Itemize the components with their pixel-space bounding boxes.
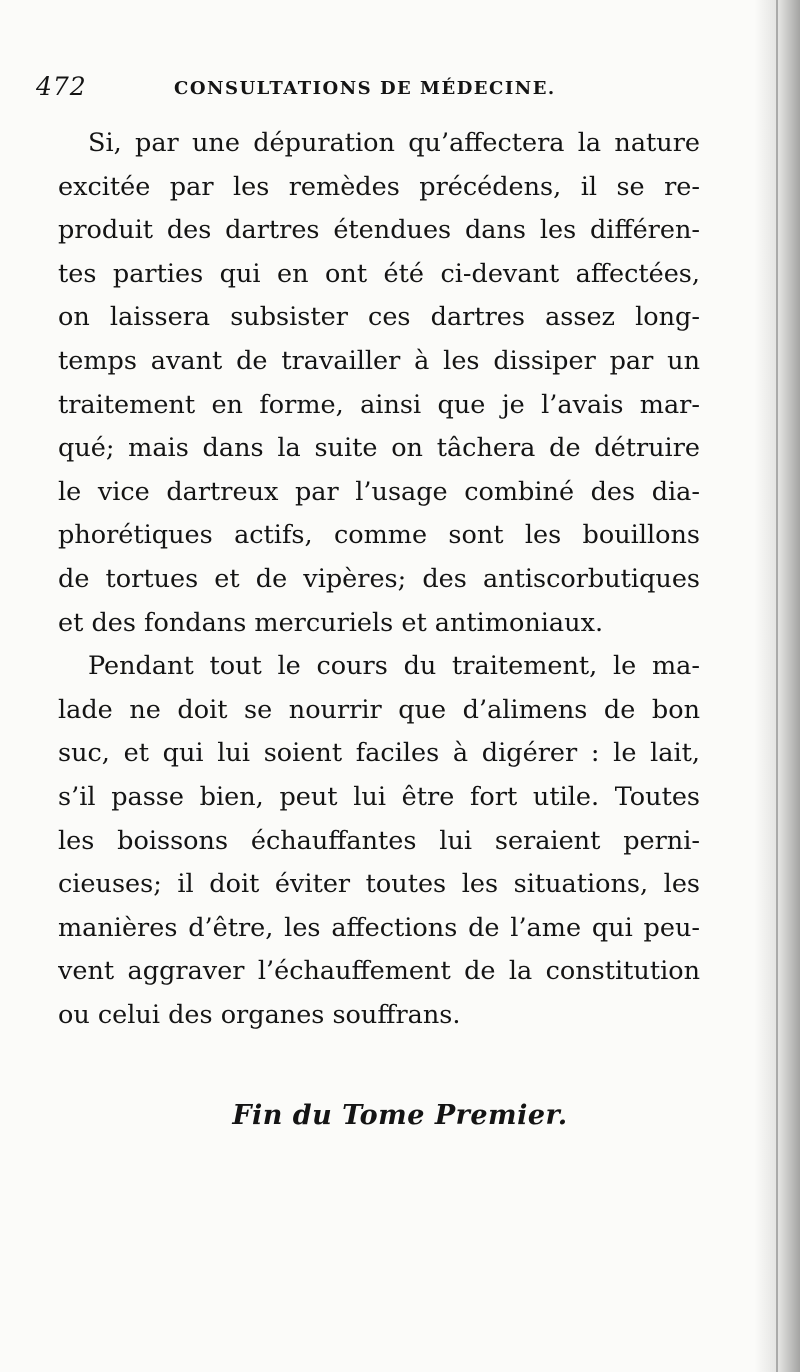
text-line: manières d’être, les affections de l’ame qui peu- xyxy=(58,912,700,943)
text-line: de tortues et de vipères; des antiscorbutiques xyxy=(58,563,700,594)
text-line: temps avant de travailler à les dissiper par un xyxy=(58,345,700,376)
text-line: Si, par une dépuration qu’affectera la nature xyxy=(88,128,700,158)
text-line: ou celui des organes souffrans. xyxy=(58,999,461,1030)
paragraph-1 xyxy=(58,122,700,645)
text-line: lade ne doit se nourrir que d’alimens de bon xyxy=(58,694,700,725)
text-line: vent aggraver l’échauffement de la constitution xyxy=(58,956,700,987)
text-line: suc, et qui lui soient faciles à digérer : le lait, xyxy=(58,738,700,769)
body-text xyxy=(58,122,700,1037)
page-header xyxy=(36,72,696,108)
end-of-volume-note: Fin du Tome Premier. xyxy=(232,1100,568,1131)
text-line: traitement en forme, ainsi que je l’avais mar- xyxy=(58,389,700,420)
running-head: CONSULTATIONS DE MÉDECINE. xyxy=(174,78,556,99)
text-line: les boissons échauffantes lui seraient perni- xyxy=(58,825,700,856)
text-line: cieuses; il doit éviter toutes les situations, les xyxy=(58,869,700,900)
text-line: s’il passe bien, peut lui être fort utile. Toutes xyxy=(58,781,700,812)
text-line: Pendant tout le cours du traitement, le ma- xyxy=(88,651,700,682)
text-line: produit des dartres étendues dans les différen- xyxy=(58,215,700,246)
text-line: le vice dartreux par l’usage combiné des dia- xyxy=(58,476,700,507)
text-line: excitée par les remèdes précédens, il se re- xyxy=(58,171,700,202)
text-line: et des fondans mercuriels et antimoniaux. xyxy=(58,607,604,638)
text-line: on laissera subsister ces dartres assez long- xyxy=(58,302,700,333)
page-number: 472 xyxy=(36,72,87,101)
text-line: qué; mais dans la suite on tâchera de détruire xyxy=(58,433,700,464)
paragraph-2 xyxy=(58,645,700,1037)
page-edge-line xyxy=(776,0,778,1372)
text-line: phorétiques actifs, comme sont les bouillons xyxy=(58,520,700,551)
text-line: tes parties qui en ont été ci-devant affectées, xyxy=(58,258,700,289)
